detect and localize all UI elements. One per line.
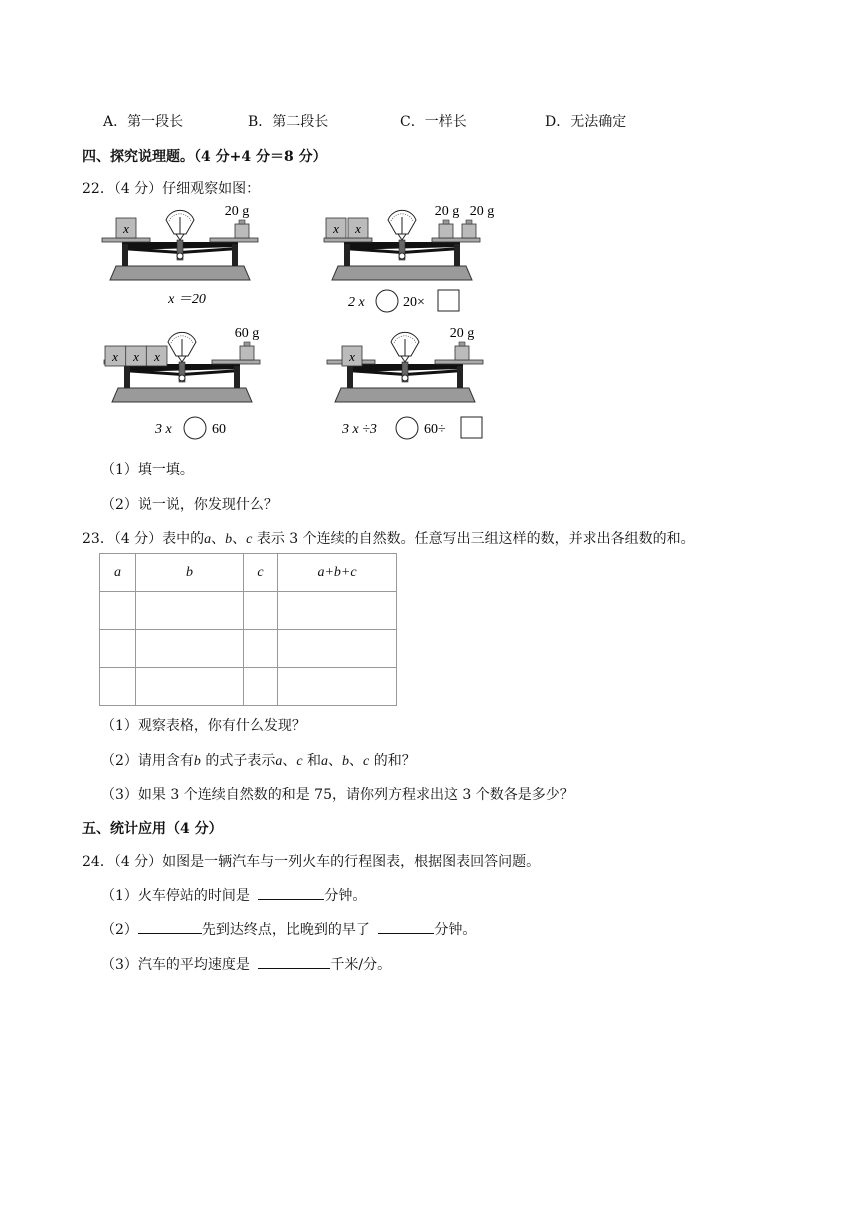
scale-1 (102, 204, 258, 280)
svg-text:3 x: 3 x (155, 422, 172, 437)
scale-4 (327, 326, 483, 402)
svg-text:x: x (349, 349, 355, 364)
q24-sub1: （1）火车停站的时间是 分钟。 (101, 885, 366, 905)
svg-text:3 x ÷3: 3 x ÷3 (342, 422, 377, 437)
weight-label: 20 g (434, 204, 460, 219)
table-cell[interactable] (278, 592, 397, 630)
table-cell[interactable] (136, 630, 244, 668)
q22-stem: 22．（4 分）仔细观察如图： (82, 181, 261, 197)
q23-stem: 23．（4 分）表中的a、b、c 表示 3 个连续的自然数。任意写出三组这样的数，并求出各组数的和。 (82, 531, 695, 547)
q24-stem: 24．（4 分）如图是一辆汽车与一列火车的行程图表，根据图表回答问题。 (82, 854, 541, 870)
table-cell[interactable] (244, 630, 278, 668)
table-cell[interactable] (278, 630, 397, 668)
choice-letter: B． (248, 114, 273, 130)
scale-3 (104, 326, 260, 402)
q22-sub2: （2）说一说，你发现什么？ (101, 497, 278, 513)
table-cell[interactable] (244, 668, 278, 706)
table-cell[interactable] (100, 630, 136, 668)
choice-b[interactable] (248, 111, 328, 131)
section-5-title: 五、统计应用（4 分） (82, 821, 223, 837)
choice-letter: C． (400, 114, 425, 130)
q23-sub1: （1）观察表格，你有什么发现？ (101, 718, 306, 734)
table-header-a: a (100, 554, 136, 592)
scale-2 (324, 204, 494, 280)
choice-text: 无法确定 (570, 114, 627, 130)
weight-label: 20 g (469, 204, 495, 219)
table-row (100, 592, 397, 630)
svg-text:x: x (133, 349, 139, 364)
answer-blank[interactable] (258, 954, 330, 969)
svg-text:60: 60 (212, 422, 226, 437)
table-cell[interactable] (244, 592, 278, 630)
choice-letter: A． (103, 114, 128, 130)
scale-1-equation: x ＝20 (168, 292, 206, 307)
section-4-title: 四、探究说理题。（4 分+4 分＝8 分） (82, 149, 327, 165)
weight-label: 20 g (224, 204, 250, 219)
table-row (100, 630, 397, 668)
q24-sub2: （2） 先到达终点，比晚到的早了 分钟。 (101, 919, 476, 939)
table-cell[interactable] (136, 668, 244, 706)
choice-c[interactable] (400, 111, 467, 131)
q22-sub1: （1）填一填。 (101, 462, 194, 478)
q24-sub3: （3）汽车的平均速度是 千米/分。 (101, 954, 391, 974)
choice-d[interactable] (545, 111, 626, 131)
q23-sub3: （3）如果 3 个连续自然数的和是 75，请你列方程求出这 3 个数各是多少？ (101, 787, 574, 803)
table-cell[interactable] (100, 668, 136, 706)
q23-table (99, 553, 397, 706)
svg-text:x: x (355, 221, 361, 236)
choice-text: 第二段长 (272, 114, 329, 130)
choice-text: 第一段长 (127, 114, 184, 130)
svg-text:20×: 20× (403, 295, 425, 310)
table-header-row (100, 554, 397, 592)
svg-text:x: x (333, 221, 339, 236)
scale-4-equation (341, 417, 482, 439)
choice-letter: D． (545, 114, 571, 130)
q23-sub2: （2）请用含有b 的式子表示a、c 和a、b、c 的和？ (101, 753, 416, 769)
weight-label: 20 g (449, 326, 475, 341)
table-cell[interactable] (136, 592, 244, 630)
table-header-sum: a+b+c (278, 554, 397, 592)
table-cell[interactable] (278, 668, 397, 706)
x-label: x (123, 221, 129, 236)
scale-2-equation (348, 290, 459, 312)
table-row (100, 668, 397, 706)
answer-blank[interactable] (138, 919, 202, 934)
choice-text: 一样长 (424, 114, 467, 130)
svg-text:x: x (154, 349, 160, 364)
answer-blank[interactable] (258, 885, 324, 900)
svg-text:x: x (112, 349, 118, 364)
weight-label: 60 g (234, 326, 260, 341)
answer-blank[interactable] (378, 919, 434, 934)
scale-3-equation (154, 417, 226, 439)
svg-text:60÷: 60÷ (424, 422, 446, 437)
table-header-b: b (136, 554, 244, 592)
table-cell[interactable] (100, 592, 136, 630)
table-header-c: c (244, 554, 278, 592)
choice-a[interactable] (103, 111, 183, 131)
svg-text:2 x: 2 x (348, 295, 365, 310)
balance-scales-figure (95, 198, 535, 448)
